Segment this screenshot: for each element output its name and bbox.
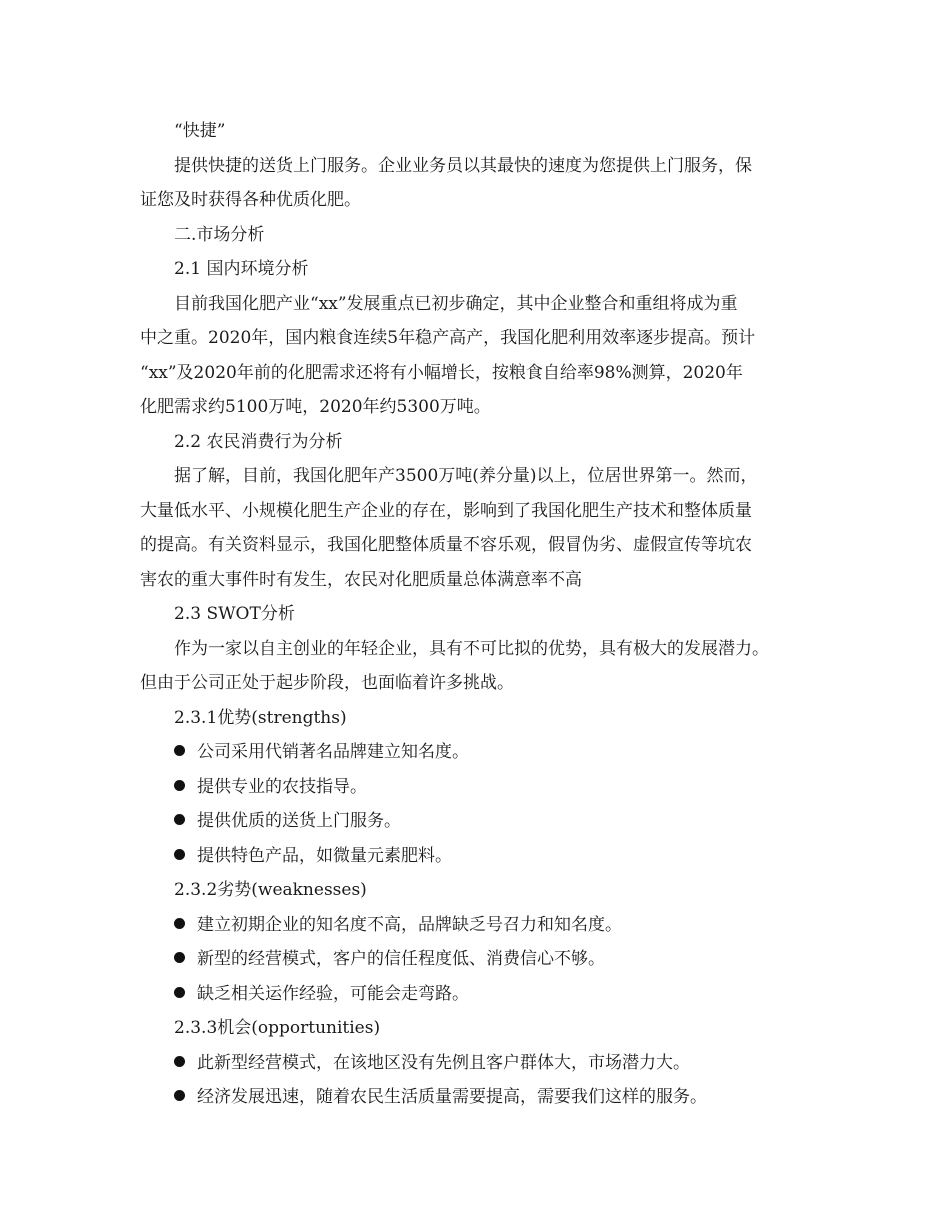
- paragraph-swot: [140, 632, 820, 701]
- list-item-text: 提供专业的农技指导。: [197, 776, 367, 797]
- list-item: [140, 839, 820, 874]
- section-heading-market-analysis: 二.市场分析: [174, 224, 265, 245]
- bullet-dot-icon: [174, 849, 185, 860]
- list-item-text: 提供特色产品，如微量元素肥料。: [197, 845, 452, 866]
- paragraph-line: 的提高。有关资料显示，我国化肥整体质量不容乐观，假冒伪劣、虚假宣传等坑农: [140, 535, 752, 555]
- paragraph-line: 害农的重大事件时有发生，农民对化肥质量总体满意率不高: [140, 569, 582, 590]
- list-item-text: 新型的经营模式，客户的信任程度低、消费信心不够。: [197, 949, 605, 969]
- list-item: [140, 804, 820, 839]
- paragraph-line: 化肥需求约5100万吨，2020年约5300万吨。: [140, 397, 491, 417]
- bullet-dot-icon: [174, 952, 185, 963]
- subsection-heading-domestic: 2.1 国内环境分析: [174, 259, 309, 279]
- paragraph-line: 证您及时获得各种优质化肥。: [140, 190, 361, 210]
- list-item: [140, 977, 820, 1012]
- list-item-text: 提供优质的送货上门服务。: [197, 811, 401, 831]
- list-item-text: 经济发展迅速，随着农民生活质量需要提高，需要我们这样的服务。: [197, 1087, 707, 1107]
- list-item: [140, 770, 820, 805]
- subsection-heading-consumer: 2.2 农民消费行为分析: [174, 431, 343, 452]
- paragraph-domestic: [140, 287, 820, 425]
- list-item-text: 公司采用代销著名品牌建立知名度。: [197, 742, 469, 762]
- bullet-dot-icon: [174, 814, 185, 825]
- paragraph-line: 提供快捷的送货上门服务。企业业务员以其最快的速度为您提供上门服务，保: [174, 155, 752, 176]
- paragraph-line: 目前我国化肥产业“xx”发展重点已初步确定，其中企业整合和重组将成为重: [174, 293, 738, 314]
- list-item: [140, 942, 820, 977]
- list-item-text: 缺乏相关运作经验，可能会走弯路。: [197, 983, 469, 1004]
- subsection-heading-swot: 2.3 SWOT分析: [174, 604, 295, 624]
- list-item: [140, 735, 820, 770]
- paragraph-line: 大量低水平、小规模化肥生产企业的存在，影响到了我国化肥生产技术和整体质量: [140, 500, 752, 521]
- bullet-dot-icon: [174, 745, 185, 756]
- paragraph-delivery: [140, 149, 820, 218]
- paragraph-line: 但由于公司正处于起步阶段，也面临着许多挑战。: [140, 673, 514, 693]
- bullet-dot-icon: [174, 918, 185, 929]
- paragraph-line: 中之重。2020年，国内粮食连续5年稳产高产，我国化肥利用效率逐步提高。预计: [140, 328, 756, 348]
- heading-opportunities: 2.3.3机会(opportunities): [174, 1018, 381, 1038]
- list-item-text: 建立初期企业的知名度不高，品牌缺乏号召力和知名度。: [197, 914, 622, 935]
- paragraph-line: 作为一家以自主创业的年轻企业，具有不可比拟的优势，具有极大的发展潜力。: [174, 638, 769, 659]
- heading-weaknesses: 2.3.2劣势(weaknesses): [174, 880, 367, 900]
- bullet-dot-icon: [174, 780, 185, 791]
- paragraph-line: “xx”及2020年前的化肥需求还将有小幅增长，按粮食自给率98%测算，2020年: [140, 362, 743, 383]
- bullet-dot-icon: [174, 987, 185, 998]
- list-item-text: 此新型经营模式，在该地区没有先例且客户群体大，市场潜力大。: [197, 1052, 690, 1073]
- list-item: [140, 1080, 820, 1115]
- heading-strengths: 2.3.1优势(strengths): [174, 707, 347, 728]
- list-item: [140, 908, 820, 943]
- heading-kuaijie: “快捷”: [174, 121, 226, 141]
- bullet-dot-icon: [174, 1056, 185, 1067]
- list-item: [140, 1046, 820, 1081]
- bullet-dot-icon: [174, 1090, 185, 1101]
- paragraph-consumer: [140, 459, 820, 597]
- paragraph-line: 据了解，目前，我国化肥年产3500万吨(养分量)以上，位居世界第一。然而，: [174, 466, 758, 486]
- document-body: [140, 114, 820, 1115]
